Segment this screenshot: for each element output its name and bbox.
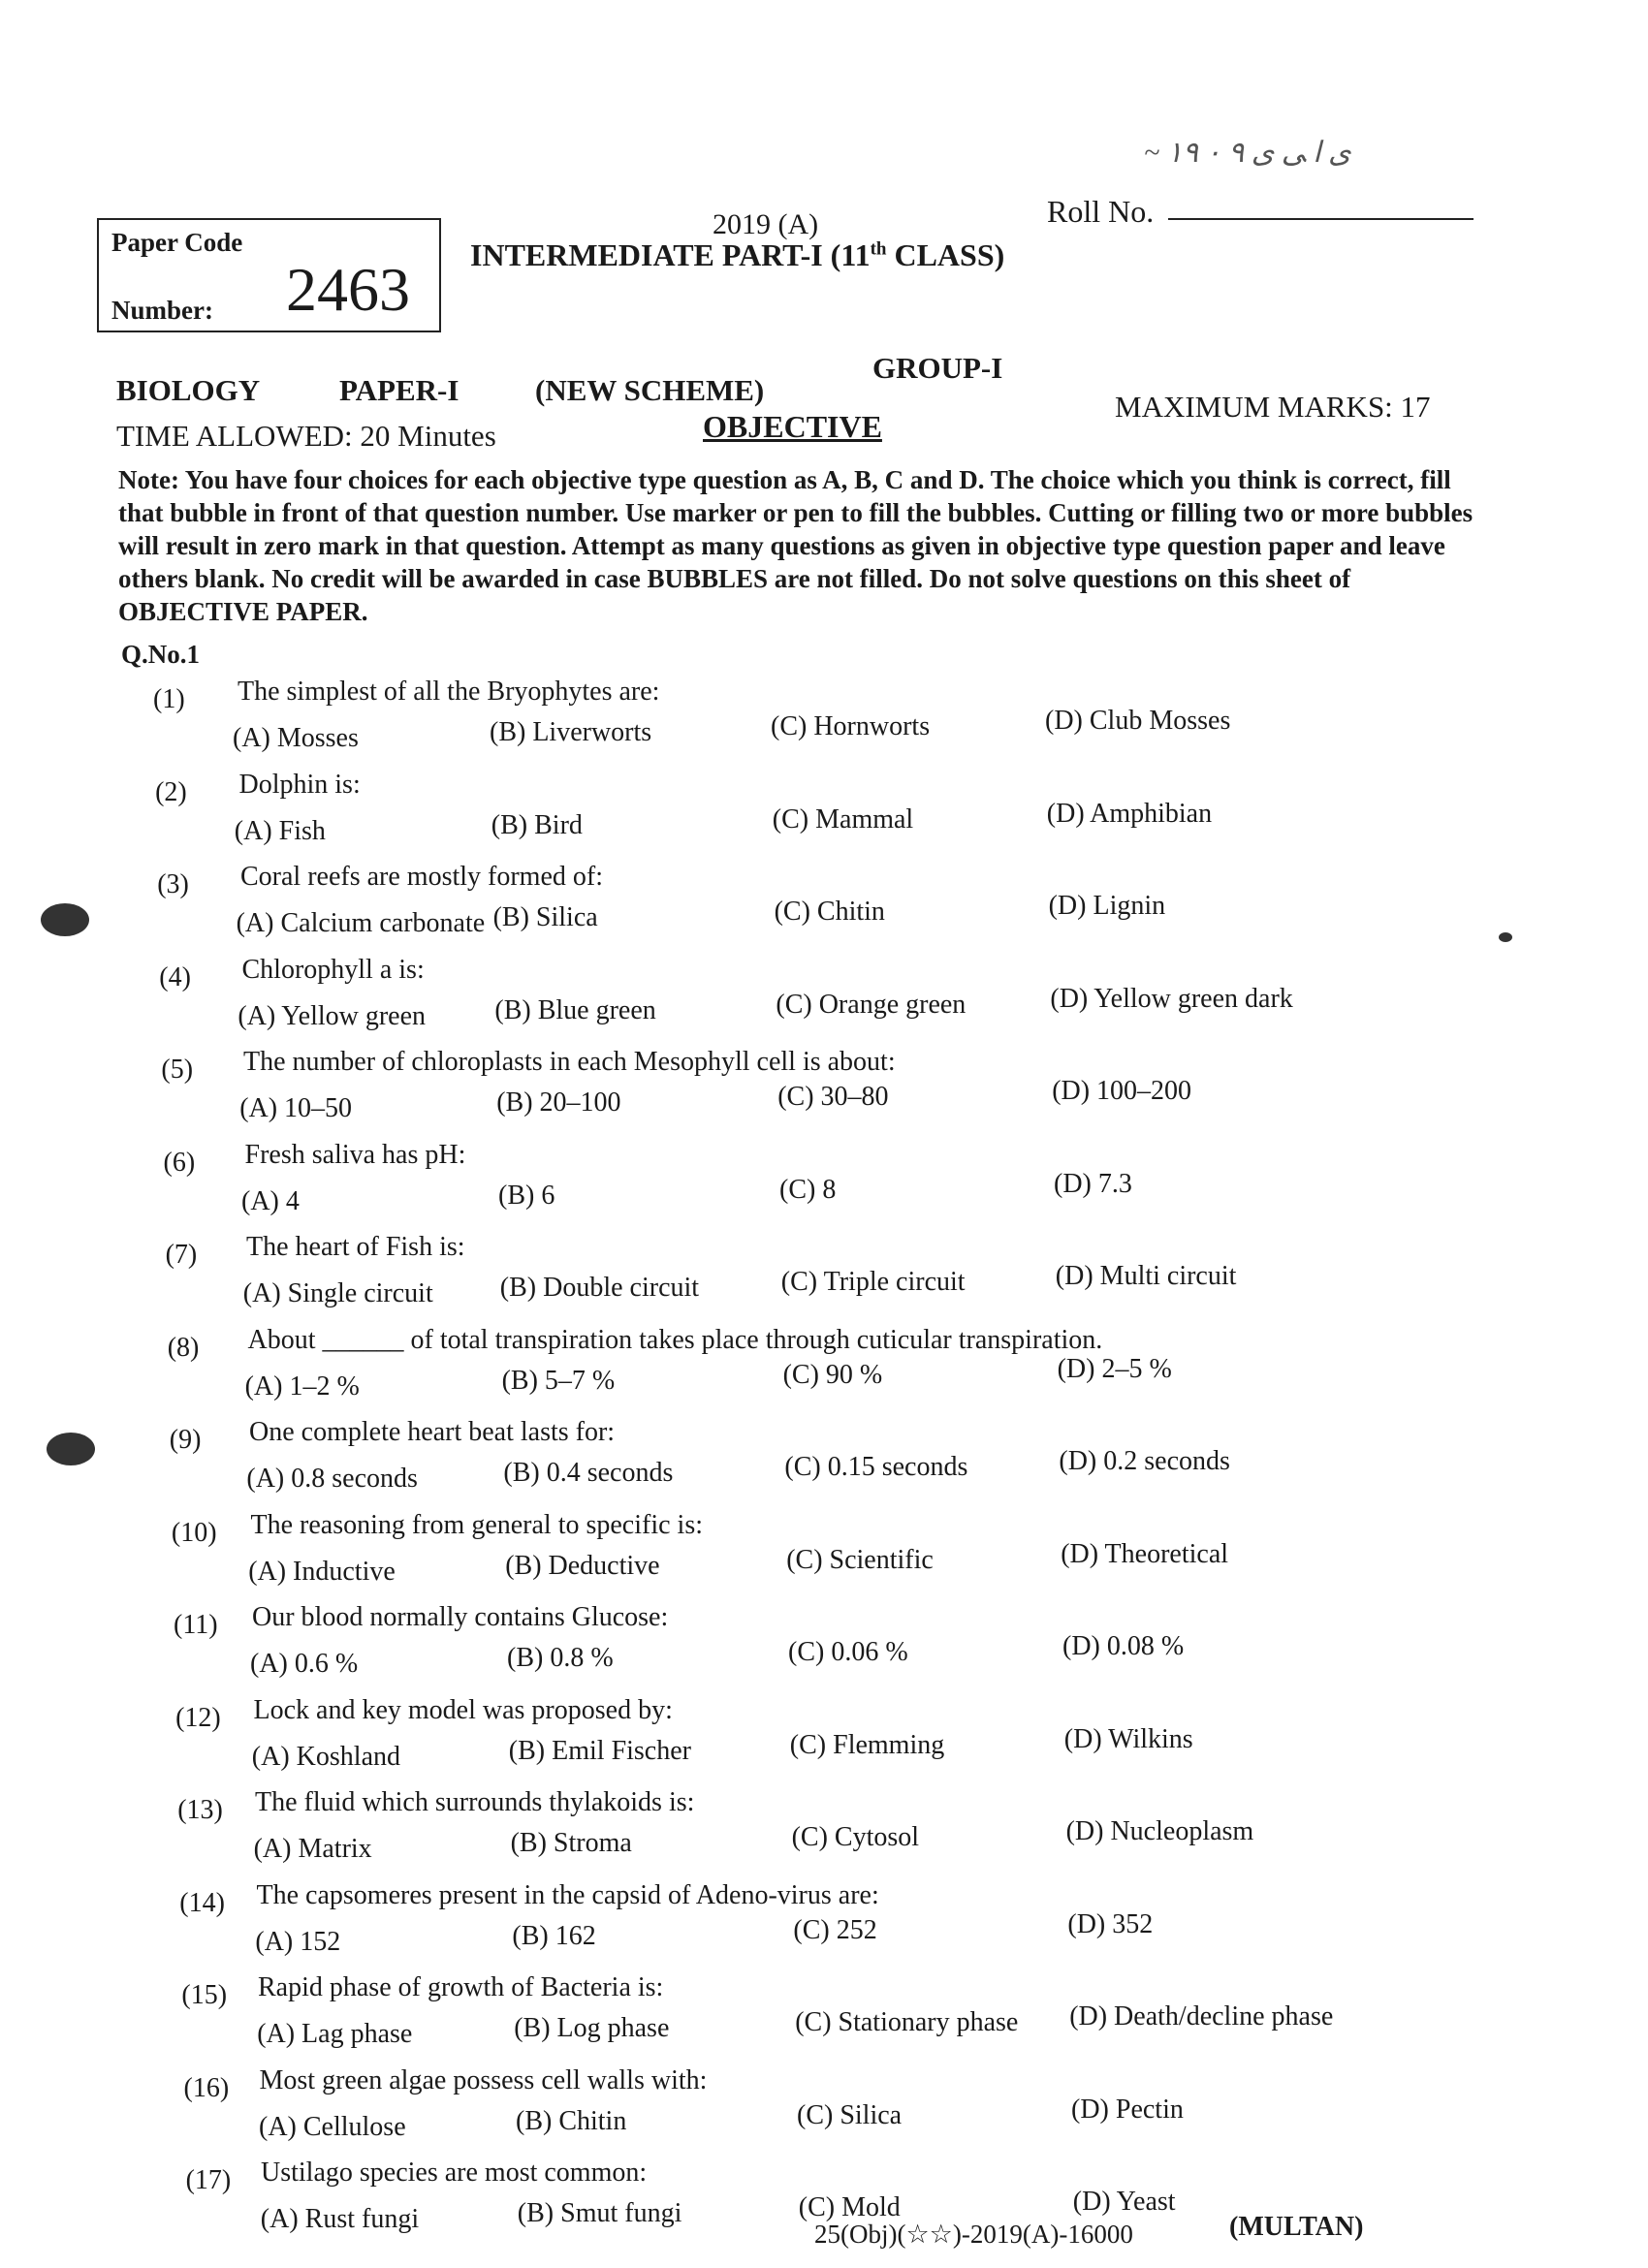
group: GROUP-I: [872, 351, 1003, 385]
question-text: The fluid which surrounds thylakoids is:: [255, 1787, 695, 1817]
question-text: About ______ of total transpiration takes place through cuticular transpiration.: [247, 1324, 1103, 1355]
exam-title: INTERMEDIATE PART-I (11th CLASS): [470, 237, 1005, 272]
option-d: (D) Nucleoplasm: [1065, 1816, 1254, 1846]
punch-hole-top: [41, 903, 89, 936]
scan-speck: [1499, 932, 1512, 942]
question-number: (15): [181, 1980, 228, 2010]
option-d: (D) Wilkins: [1063, 1723, 1193, 1754]
option-c: (C) Cytosol: [791, 1822, 920, 1852]
option-d: (D) 100–200: [1052, 1076, 1192, 1106]
section-title: OBJECTIVE: [703, 409, 882, 444]
option-d: (D) 7.3: [1054, 1168, 1132, 1199]
option-d: (D) Pectin: [1071, 2094, 1184, 2125]
option-a: (A) Rust fungi: [260, 2204, 420, 2234]
option-a: (A) Mosses: [233, 723, 359, 753]
question-number: (11): [174, 1610, 218, 1640]
option-a: (A) Calcium carbonate: [236, 908, 486, 938]
option-b: (B) Stroma: [510, 1828, 632, 1858]
exam-year: 2019 (A): [713, 208, 819, 240]
question-text: Our blood normally contains Glucose:: [252, 1602, 669, 1632]
roll-number-label: Roll No.: [1047, 194, 1155, 229]
footer-code: 25(Obj)(☆☆)-2019(A)-16000: [814, 2220, 1133, 2249]
option-a: (A) Cellulose: [259, 2111, 406, 2142]
handwritten-note: ~ ی ﺍ ﯽ ﯼ ۹ ۰ ۱۹: [1144, 137, 1351, 169]
option-b: (B) 5–7 %: [501, 1365, 616, 1396]
option-b: (B) Liverworts: [490, 717, 652, 747]
maximum-marks: MAXIMUM MARKS: 17: [1115, 390, 1431, 424]
option-a: (A) Lag phase: [257, 2019, 413, 2049]
question-text: Coral reefs are mostly formed of:: [240, 862, 603, 892]
option-c: (C) Chitin: [774, 897, 885, 927]
question-text: Rapid phase of growth of Bacteria is:: [258, 1972, 664, 2002]
option-d: (D) Lignin: [1048, 891, 1166, 921]
option-a: (A) 0.8 seconds: [246, 1464, 418, 1494]
question-text: The capsomeres present in the capsid of Adeno-virus are:: [256, 1879, 879, 1910]
question-label: Q.No.1: [121, 640, 200, 669]
option-c: (C) 0.15 seconds: [784, 1452, 968, 1482]
option-c: (C) Orange green: [776, 989, 967, 1020]
option-d: (D) 0.08 %: [1062, 1631, 1185, 1661]
option-d: (D) Amphibian: [1046, 798, 1213, 829]
option-d: (D) Theoretical: [1061, 1538, 1229, 1569]
subject: BIOLOGY: [116, 373, 261, 407]
question-number: (10): [171, 1517, 217, 1548]
option-b: (B) Smut fungi: [517, 2198, 682, 2228]
option-c: (C) Mammal: [772, 803, 914, 835]
option-a: (A) Single circuit: [242, 1278, 433, 1308]
paper-code-label: Paper Code: [111, 228, 243, 257]
question-number: (6): [163, 1147, 196, 1178]
option-d: (D) Multi circuit: [1055, 1261, 1237, 1291]
question-number: (7): [165, 1240, 198, 1270]
option-a: (A) Inductive: [248, 1556, 396, 1587]
question-text: Dolphin is:: [238, 769, 361, 800]
question-number: (17): [185, 2165, 232, 2195]
time-allowed: TIME ALLOWED: 20 Minutes: [116, 419, 496, 453]
option-b: (B) Chitin: [516, 2105, 627, 2136]
option-c: (C) 8: [779, 1174, 837, 1205]
question-text: The simplest of all the Bryophytes are:: [238, 677, 660, 707]
question-text: The heart of Fish is:: [246, 1232, 465, 1262]
question-number: (9): [169, 1425, 202, 1455]
option-d: (D) 352: [1067, 1908, 1154, 1939]
option-d: (D) 2–5 %: [1057, 1353, 1172, 1384]
option-c: (C) Triple circuit: [780, 1267, 966, 1297]
option-a: (A) Koshland: [251, 1741, 400, 1772]
option-c: (C) 0.06 %: [788, 1637, 908, 1667]
instructions-note: Note: You have four choices for each objective type question as A, B, C and D. The choice which you think is correct, fill that bubble in front of that question number. Use marker or pen to fill the bubbles. Cutting or filling two or more bubbles will result in zero mark in that question. Attempt as many questions as given in objective type question paper and leave others blank. No credit will be awarded in case BUBBLES are not filled. Do not solve questions on this sheet of OBJECTIVE PAPER.: [118, 465, 1474, 626]
question-number: (5): [161, 1055, 194, 1085]
option-a: (A) Yellow green: [238, 1000, 427, 1031]
option-a: (A) 4: [241, 1185, 300, 1216]
paper-number: PAPER-I: [339, 373, 460, 407]
option-c: (C) Stationary phase: [795, 2007, 1019, 2037]
question-text: Fresh saliva has pH:: [244, 1139, 466, 1170]
question-number: (16): [183, 2072, 230, 2103]
roll-number-field[interactable]: [1168, 218, 1474, 220]
option-b: (B) 162: [512, 1920, 596, 1951]
option-c: (C) Flemming: [789, 1729, 945, 1760]
question-text: The reasoning from general to specific is:: [250, 1509, 703, 1540]
option-a: (A) Matrix: [253, 1834, 372, 1864]
option-b: (B) 0.4 seconds: [503, 1458, 674, 1488]
option-b: (B) Deductive: [505, 1550, 660, 1581]
scheme: (NEW SCHEME): [535, 373, 765, 407]
question-text: Most green algae possess cell walls with:: [259, 2064, 708, 2095]
option-d: (D) Yellow green dark: [1050, 983, 1293, 1014]
option-b: (B) Silica: [492, 902, 598, 932]
question-text: The number of chloroplasts in each Mesophyll cell is about:: [243, 1047, 896, 1077]
question-text: Ustilago species are most common:: [261, 2158, 648, 2188]
question-number: (12): [175, 1702, 221, 1733]
option-d: (D) Club Mosses: [1045, 706, 1231, 736]
option-d: (D) Death/decline phase: [1069, 2001, 1334, 2032]
option-a: (A) 10–50: [239, 1093, 353, 1123]
option-c: (C) 252: [793, 1914, 877, 1945]
option-b: (B) 20–100: [496, 1087, 621, 1118]
paper-code-number: 2463: [286, 255, 410, 324]
punch-hole-bottom: [47, 1433, 95, 1465]
footer-region: (MULTAN): [1229, 2212, 1364, 2242]
option-d: (D) 0.2 seconds: [1059, 1446, 1230, 1476]
question-text: Lock and key model was proposed by:: [253, 1694, 673, 1725]
option-c: (C) Silica: [797, 2099, 903, 2130]
option-a: (A) Fish: [234, 815, 326, 846]
question-text: Chlorophyll a is:: [241, 954, 425, 985]
option-b: (B) Double circuit: [499, 1273, 700, 1303]
option-a: (A) 152: [255, 1926, 341, 1957]
option-c: (C) Mold: [798, 2192, 901, 2222]
question-number: (4): [159, 961, 191, 992]
option-a: (A) 1–2 %: [244, 1370, 360, 1402]
question-number: (13): [177, 1795, 223, 1825]
option-b: (B) 6: [498, 1180, 555, 1211]
option-b: (B) Emil Fischer: [508, 1735, 691, 1766]
option-d: (D) Yeast: [1072, 2187, 1176, 2217]
option-b: (B) 0.8 %: [507, 1643, 614, 1673]
question-number: (14): [179, 1887, 225, 1918]
question-text: One complete heart beat lasts for:: [249, 1417, 616, 1447]
option-b: (B) Blue green: [494, 994, 656, 1025]
option-b: (B) Log phase: [514, 2013, 670, 2043]
question-number: (8): [167, 1332, 200, 1363]
question-number: (2): [155, 776, 187, 807]
option-a: (A) 0.6 %: [250, 1649, 359, 1679]
option-c: (C) 90 %: [782, 1359, 883, 1390]
option-b: (B) Bird: [491, 809, 583, 840]
option-c: (C) Hornworts: [771, 711, 931, 741]
number-label: Number:: [111, 296, 213, 325]
option-c: (C) Scientific: [786, 1544, 934, 1575]
option-c: (C) 30–80: [777, 1082, 889, 1112]
question-number: (3): [157, 869, 189, 899]
question-number: (1): [153, 684, 185, 714]
